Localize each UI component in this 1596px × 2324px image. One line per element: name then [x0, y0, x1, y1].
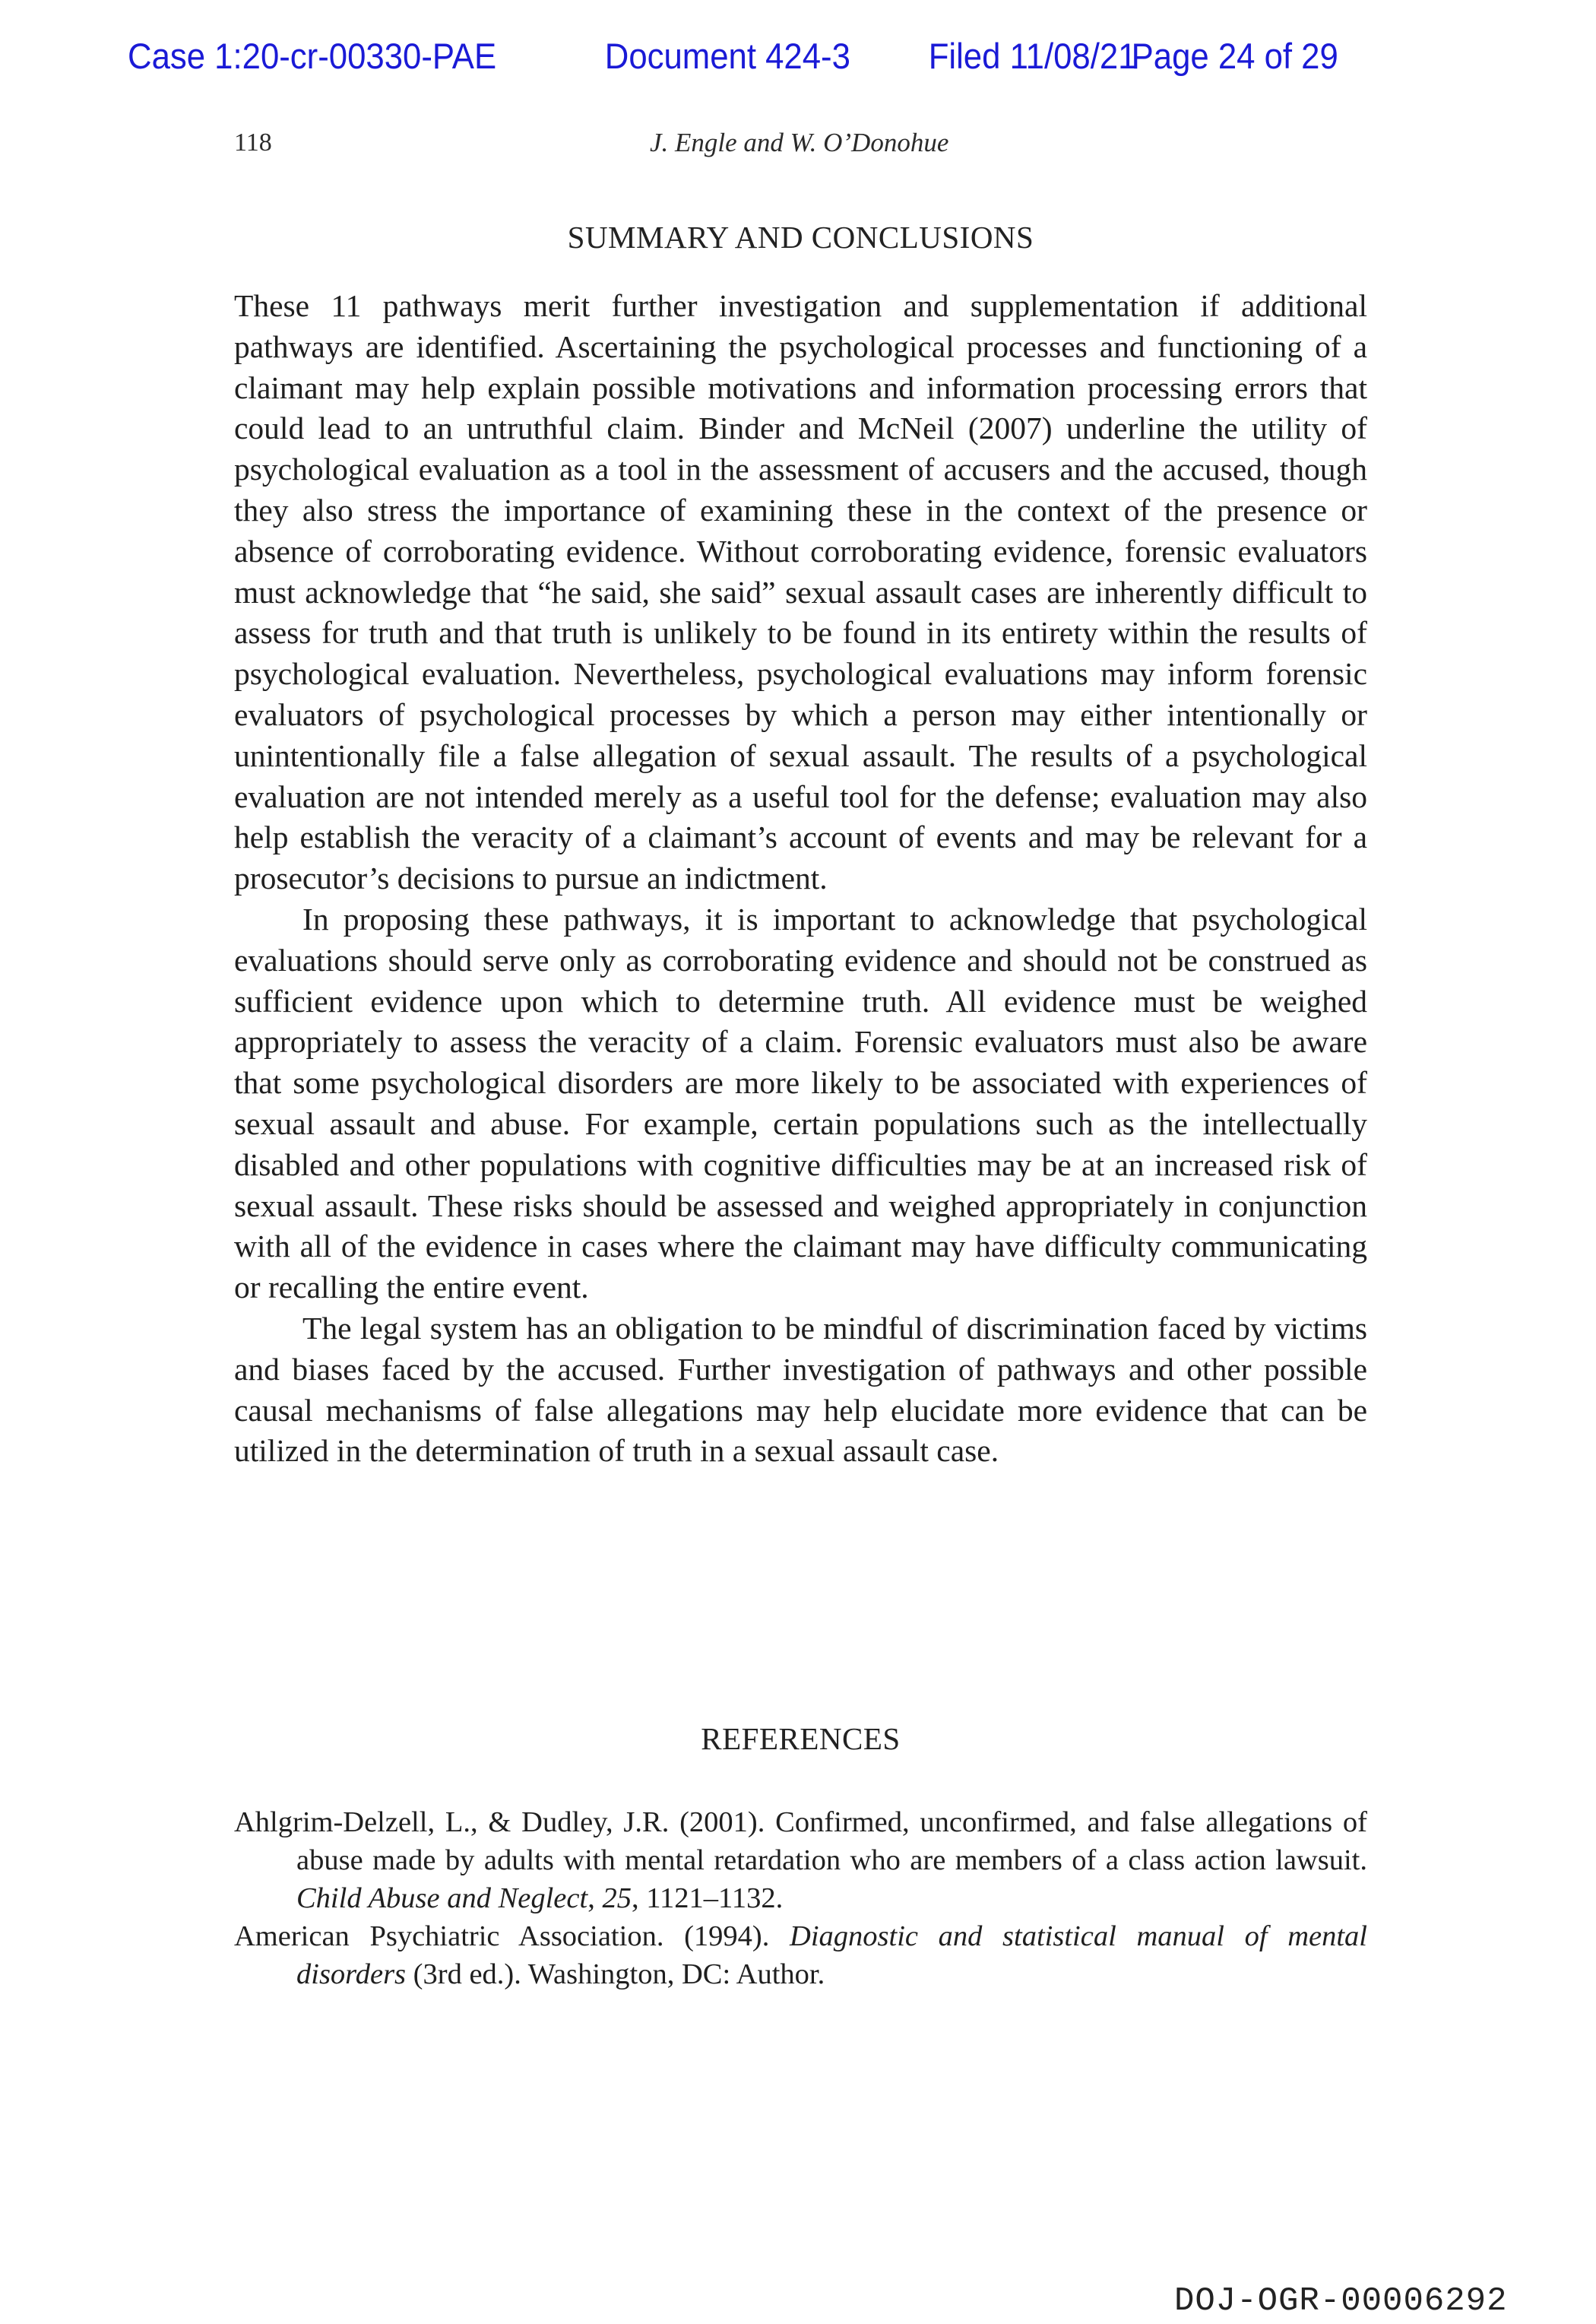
- section-heading-references: REFERENCES: [701, 1721, 901, 1756]
- reference-publisher: (3rd ed.). Washington, DC: Author.: [406, 1958, 825, 1990]
- reference-list: [234, 1803, 1367, 1993]
- paragraph: The legal system has an obligation to be mindful of discrimination faced by victims and biases faced by the accused. Further investigation of pathways and other possible causal mechanisms of false allegations may help elucidate more evidence that can be utilized in the determination of truth in a sexual assault case.: [234, 1310, 1367, 1469]
- page-number: 118: [234, 128, 272, 157]
- section-heading-summary: SUMMARY AND CONCLUSIONS: [567, 220, 1034, 255]
- document-number: Document 424-3: [604, 36, 850, 76]
- paragraph: In proposing these pathways, it is important to acknowledge that psychological evaluations should serve only as corroborating evidence and should not be construed as sufficient evidence upon which to determine truth. All evidence must be weighed appropriately to assess the veracity of a claim. Forensic evaluators must also be aware that some psychological disorders are more likely to be associated with experiences of sexual assault and abuse. For example, certain populations such as the intellectually disabled and other populations with cognitive difficulties may be at an increased risk of sexual assault. These risks should be assessed and weighed appropriately in conjunction with all of the evidence in cases where the claimant may have difficulty communicating or recalling the entire event.: [234, 901, 1367, 1305]
- paragraph: These 11 pathways merit further investigation and supplementation if additional pathways are identified. Ascertaining the psychological processes and functioning of a claimant may help explain possible motivations and information processing errors that could lead to an untruthful claim. Binder and McNeil (2007) underline the utility of psychological evaluation as a tool in the assessment of accusers and the accused, though they also stress the importance of examining these in the context of the presence or absence of corroborating evidence. Without corroborating evidence, forensic evaluators must acknowledge that “he said, she said” sexual assault cases are inherently difficult to assess for truth and that truth is unlikely to be found in its entirety within the results of psychological evaluation. Nevertheless, psychological evaluations may inform forensic evaluators of psychological processes by which a person may either intentionally or unintentionally file a false allegation of sexual assault. The results of a psychological evaluation are not intended merely as a useful tool for the defense; evaluation may also help establish the veracity of a claimant’s account of events and may be relevant for a prosecutor’s decisions to pursue an indictment.: [234, 288, 1367, 896]
- reference-text: American Psychiatric Association. (1994).: [234, 1920, 790, 1952]
- reference-journal: Child Abuse and Neglect: [296, 1882, 588, 1914]
- page-count: Page 24 of 29: [1131, 36, 1338, 76]
- reference-title: Diagnostic and statistical manual of mental disorders: [296, 1920, 1367, 1990]
- reference-text: Ahlgrim-Delzell, L., & Dudley, J.R. (2001). Confirmed, unconfirmed, and false allegations of abuse made by adults with mental retardation who are members of a class action lawsuit.: [234, 1806, 1367, 1876]
- case-number: Case 1:20-cr-00330-PAE: [128, 36, 497, 76]
- filed-date: Filed 11/08/21: [928, 36, 1137, 76]
- bates-number: DOJ-OGR-00006292: [1174, 2282, 1508, 2320]
- court-filing-header: [128, 33, 1379, 79]
- reference-item: [234, 1803, 1367, 1917]
- reference-item: [234, 1917, 1367, 1993]
- reference-separator: ,: [587, 1882, 603, 1914]
- summary-body: [234, 286, 1367, 1472]
- running-head-authors: J. Engle and W. O’Donohue: [650, 128, 949, 157]
- reference-pages: , 1121–1132.: [631, 1882, 784, 1914]
- reference-volume: 25: [602, 1882, 632, 1914]
